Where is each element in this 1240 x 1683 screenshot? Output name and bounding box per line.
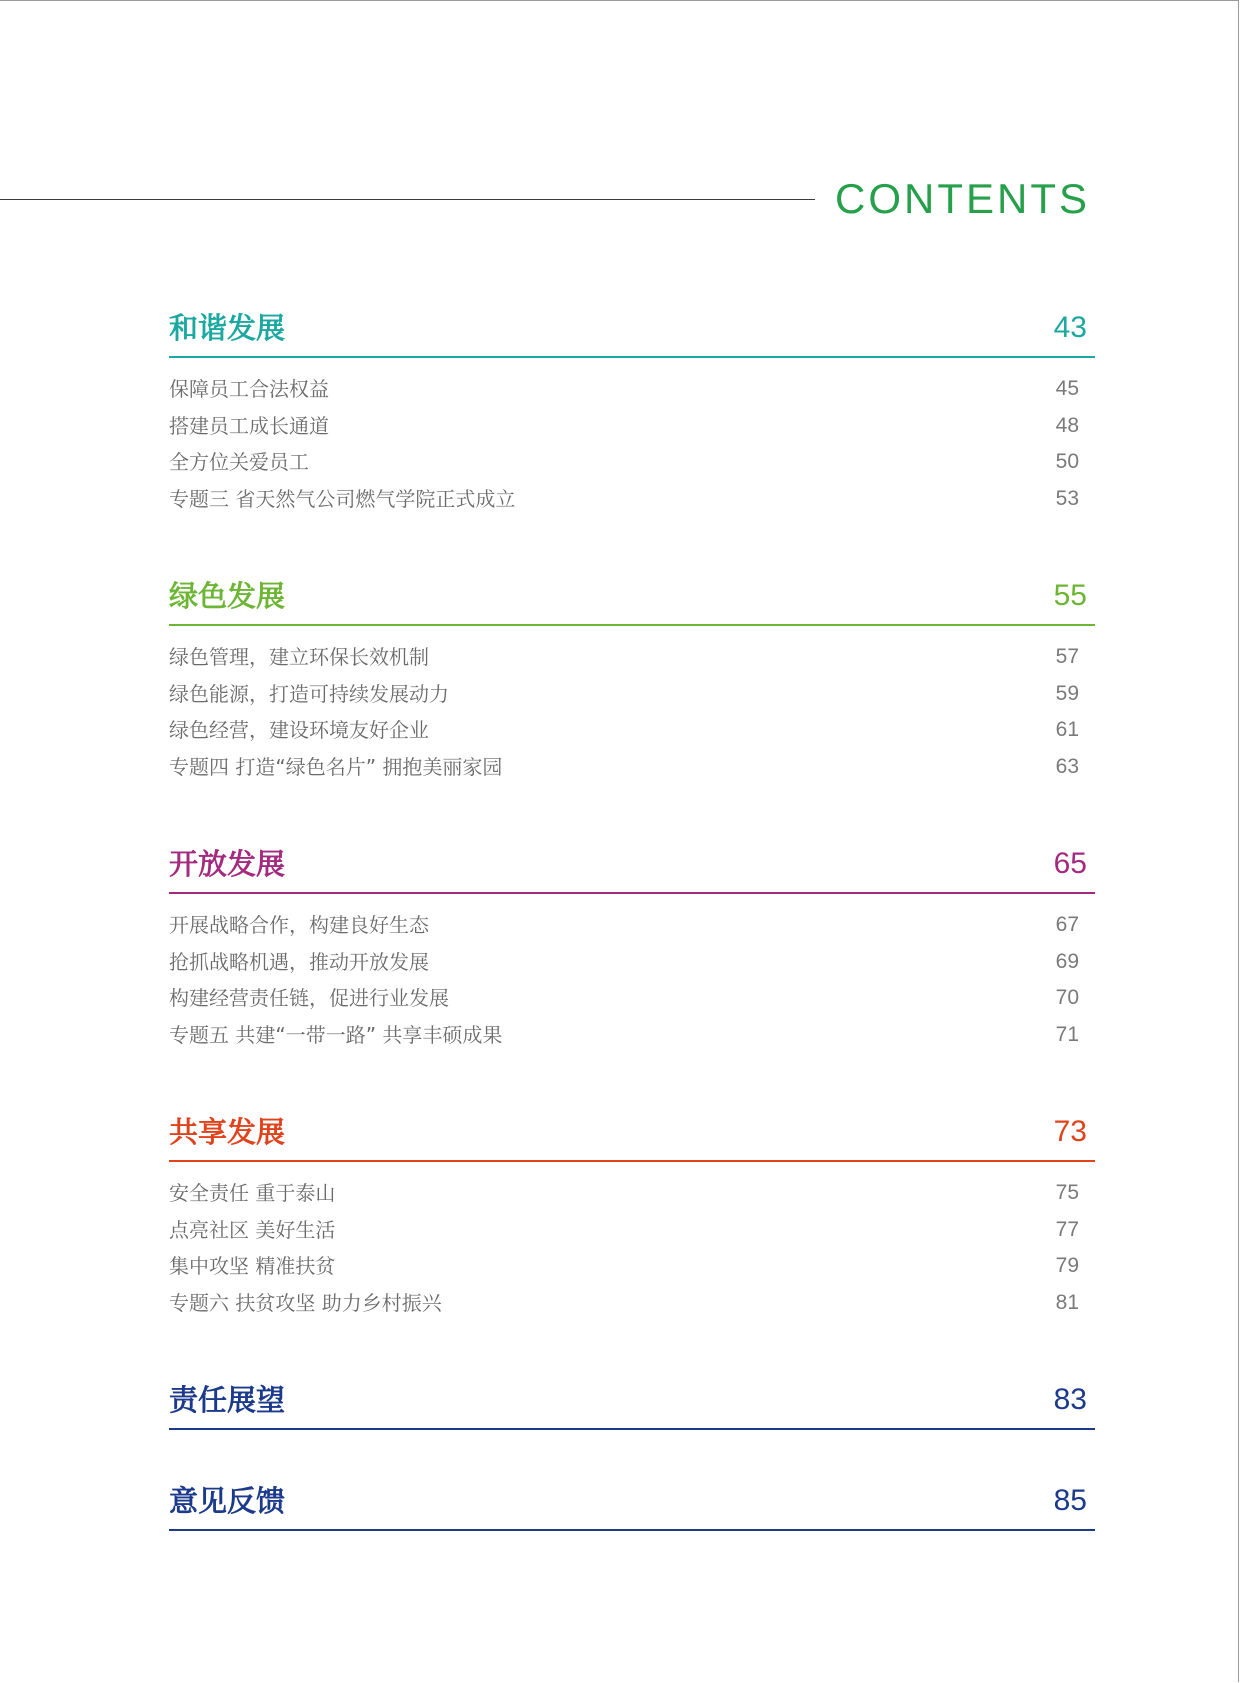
section-page-number: 73 xyxy=(1053,1115,1087,1148)
section-header[interactable] xyxy=(169,1473,1095,1531)
toc-item-label: 绿色经营，建设环境友好企业 xyxy=(169,718,429,742)
toc-item-page: 71 xyxy=(1055,1022,1079,1046)
toc-item-page: 50 xyxy=(1055,450,1079,473)
toc-section-harmony xyxy=(169,300,1095,517)
section-items xyxy=(169,1162,1095,1321)
toc-item-label: 搭建员工成长通道 xyxy=(169,413,329,438)
toc-item-page: 70 xyxy=(1055,986,1079,1009)
section-page-number: 55 xyxy=(1053,579,1087,612)
section-title: 开放发展 xyxy=(169,847,286,881)
toc-item[interactable] xyxy=(169,676,1095,713)
toc-item[interactable] xyxy=(169,944,1095,981)
section-title: 绿色发展 xyxy=(169,579,286,613)
toc-item[interactable] xyxy=(169,1017,1095,1054)
section-page-number: 85 xyxy=(1053,1484,1087,1517)
toc-item[interactable] xyxy=(169,481,1095,518)
toc-section-feedback xyxy=(169,1473,1095,1531)
header-rule xyxy=(0,199,815,200)
toc-item-label: 全方位关爱员工 xyxy=(169,450,309,474)
toc-item-label: 构建经营责任链，促进行业发展 xyxy=(169,986,449,1010)
toc-item[interactable] xyxy=(169,907,1095,944)
toc-item-label: 开展战略合作，构建良好生态 xyxy=(169,913,429,937)
toc-item[interactable] xyxy=(169,371,1095,408)
toc-item-page: 59 xyxy=(1055,681,1079,705)
section-page-number: 65 xyxy=(1053,847,1087,880)
toc-section-green xyxy=(169,568,1095,785)
toc-item-page: 57 xyxy=(1055,645,1079,668)
toc-item-page: 45 xyxy=(1055,377,1079,400)
toc-item-label: 专题三 省天然气公司燃气学院正式成立 xyxy=(169,486,516,511)
section-page-number: 83 xyxy=(1053,1383,1087,1416)
toc-section-outlook xyxy=(169,1372,1095,1430)
toc-item-label: 保障员工合法权益 xyxy=(169,377,329,401)
toc-item[interactable] xyxy=(169,1212,1095,1249)
toc-item-page: 61 xyxy=(1055,718,1079,741)
toc-item[interactable] xyxy=(169,1175,1095,1212)
toc-item-label: 绿色能源，打造可持续发展动力 xyxy=(169,681,449,706)
toc-item[interactable] xyxy=(169,444,1095,481)
toc-item-label: 集中攻坚 精准扶贫 xyxy=(169,1254,336,1278)
section-items xyxy=(169,894,1095,1053)
section-items xyxy=(169,358,1095,517)
toc-item-page: 81 xyxy=(1055,1290,1079,1314)
section-title: 意见反馈 xyxy=(169,1484,286,1518)
section-page-number: 43 xyxy=(1053,311,1087,344)
toc-item-label: 专题五 共建“一带一路” 共享丰硕成果 xyxy=(169,1022,503,1047)
toc-item-page: 67 xyxy=(1055,913,1079,936)
toc-item[interactable] xyxy=(169,1285,1095,1322)
toc-item[interactable] xyxy=(169,408,1095,445)
toc-item-page: 69 xyxy=(1055,949,1079,973)
toc-item-page: 79 xyxy=(1055,1254,1079,1277)
table-of-contents xyxy=(169,300,1095,1531)
toc-item-label: 抢抓战略机遇，推动开放发展 xyxy=(169,949,429,974)
section-title: 共享发展 xyxy=(169,1115,286,1149)
section-header[interactable] xyxy=(169,836,1095,894)
section-header[interactable] xyxy=(169,1104,1095,1162)
toc-item-label: 点亮社区 美好生活 xyxy=(169,1217,336,1242)
contents-title: CONTENTS xyxy=(835,175,1090,222)
toc-item-page: 63 xyxy=(1055,754,1079,778)
section-header[interactable] xyxy=(169,1372,1095,1430)
section-title: 和谐发展 xyxy=(169,311,286,345)
toc-item[interactable] xyxy=(169,712,1095,749)
toc-item[interactable] xyxy=(169,980,1095,1017)
toc-item-label: 绿色管理，建立环保长效机制 xyxy=(169,645,429,669)
toc-item[interactable] xyxy=(169,749,1095,786)
toc-item-label: 专题四 打造“绿色名片” 拥抱美丽家园 xyxy=(169,754,503,779)
toc-item-page: 77 xyxy=(1055,1217,1079,1241)
section-header[interactable] xyxy=(169,568,1095,626)
section-title: 责任展望 xyxy=(169,1383,286,1417)
toc-item[interactable] xyxy=(169,1248,1095,1285)
toc-item-label: 安全责任 重于泰山 xyxy=(169,1181,336,1205)
toc-section-share xyxy=(169,1104,1095,1321)
toc-item-page: 53 xyxy=(1055,486,1079,510)
toc-item-page: 75 xyxy=(1055,1181,1079,1204)
section-header[interactable] xyxy=(169,300,1095,358)
toc-item-label: 专题六 扶贫攻坚 助力乡村振兴 xyxy=(169,1290,442,1315)
toc-item[interactable] xyxy=(169,639,1095,676)
toc-item-page: 48 xyxy=(1055,413,1079,437)
section-items xyxy=(169,626,1095,785)
toc-section-open xyxy=(169,836,1095,1053)
